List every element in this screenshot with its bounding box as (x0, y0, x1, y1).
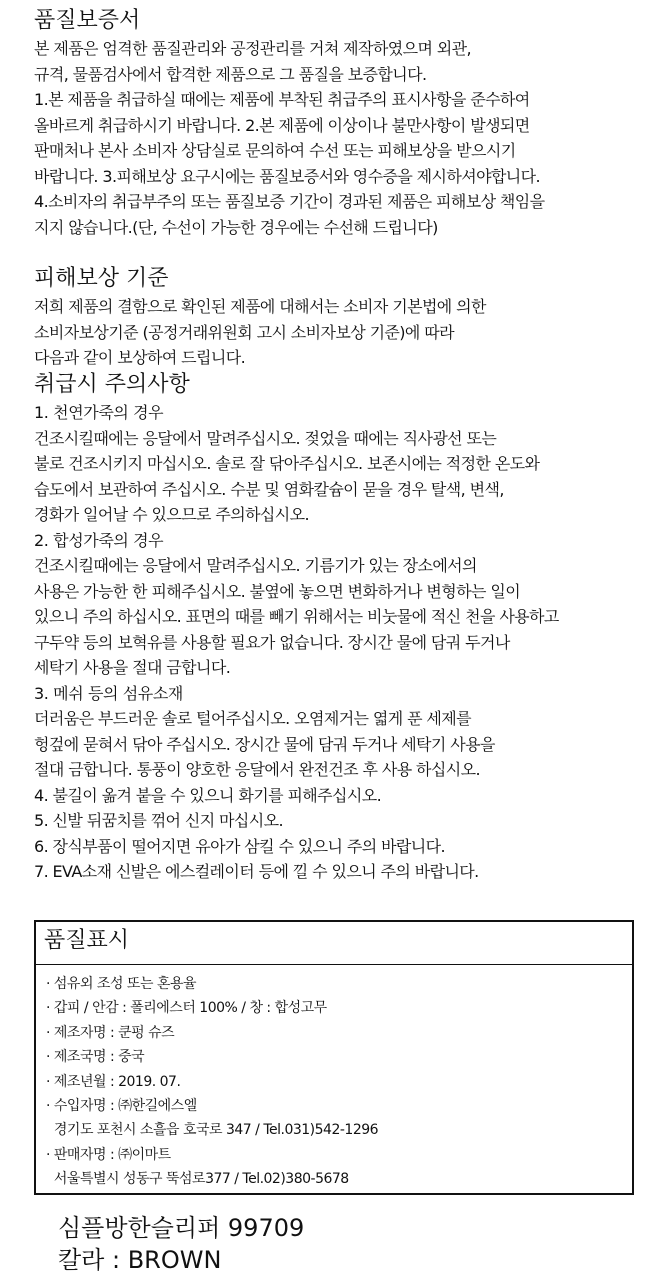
care-line: 절대 금합니다. 통풍이 양호한 응달에서 완전건조 후 사용 하십시오. (34, 760, 480, 779)
warranty-title: 품질보증서 (34, 8, 141, 33)
quality-label-title: 품질표시 (44, 928, 130, 953)
care-line: 5. 신발 뒤꿈치를 꺾어 신지 마십시오. (34, 811, 283, 830)
compensation-line: 저희 제품의 결함으로 확인된 제품에 대해서는 소비자 기본법에 의한 (34, 297, 486, 316)
care-line: 건조시킬때에는 응달에서 말려주십시오. 기름기가 있는 장소에서의 (34, 556, 477, 575)
product-color: 칼라 : BROWN (58, 1246, 222, 1274)
care-subtitle-leather: 1. 천연가죽의 경우 (34, 403, 164, 422)
quality-label-item: 경기도 포천시 소흘읍 호국로 347 / Tel.031)542-1296 (46, 1122, 379, 1139)
quality-label-item: · 제조국명 : 중국 (46, 1049, 145, 1066)
quality-label-item: 서울특별시 성동구 뚝섬로377 / Tel.02)380-5678 (46, 1171, 349, 1188)
care-line: 불로 건조시키지 마십시오. 솔로 잘 닦아주십시오. 보존시에는 적정한 온도와 (34, 454, 540, 473)
quality-label-item: · 갑피 / 안감 : 폴리에스터 100% / 창 : 합성고무 (46, 1000, 327, 1017)
care-line: 7. EVA소재 신발은 에스컬레이터 등에 낄 수 있으니 주의 바랍니다. (34, 862, 479, 881)
care-line: 건조시킬때에는 응달에서 말려주십시오. 젖었을 때에는 직사광선 또는 (34, 428, 497, 448)
warranty-line: 판매처나 본사 소비자 상담실로 문의하여 수선 또는 피해보상을 받으시기 (34, 141, 516, 160)
compensation-title: 피해보상 기준 (34, 266, 169, 291)
warranty-line: 지지 않습니다.(단, 수선이 가능한 경우에는 수선해 드립니다) (34, 217, 438, 237)
quality-label-box (34, 920, 634, 1195)
product-info (58, 1212, 304, 1276)
care-title: 취급시 주의사항 (34, 372, 190, 397)
warranty-line: 1.본 제품을 취급하실 때에는 제품에 부착된 취급주의 표시사항을 준수하여 (34, 90, 530, 109)
compensation-section (34, 264, 646, 371)
compensation-line: 소비자보상기준 (공정거래위원회 고시 소비자보상 기준)에 따라 (34, 322, 454, 342)
product-name: 심플방한슬리퍼 99709 (58, 1214, 305, 1242)
care-line: 경화가 일어날 수 있으므로 주의하십시오. (34, 505, 309, 524)
care-subtitle-synthetic: 2. 합성가죽의 경우 (34, 530, 164, 550)
care-line: 사용은 가능한 한 피해주십시오. 불옆에 놓으면 변화하거나 변형하는 일이 (34, 581, 521, 601)
quality-label-item: · 제조자명 : 쿤펑 슈즈 (46, 1024, 175, 1041)
warranty-line: 올바르게 취급하시기 바랍니다. 2.본 제품에 이상이나 불만사항이 발생되면 (34, 115, 530, 135)
care-line: 더러움은 부드러운 솔로 털어주십시오. 오염제거는 엷게 푼 세제를 (34, 709, 472, 728)
warranty-line: 본 제품은 엄격한 품질관리와 공정관리를 거쳐 제작하였으며 외관, (34, 39, 472, 58)
care-line: 있으니 주의 하십시오. 표면의 때를 빼기 위해서는 비눗물에 적신 천을 사용하고 (34, 607, 559, 626)
care-section (34, 370, 646, 885)
care-line: 세탁기 사용을 절대 금합니다. (34, 658, 231, 677)
care-line: 6. 장식부품이 떨어지면 유아가 삼킬 수 있으니 주의 바랍니다. (34, 836, 445, 856)
compensation-line: 다음과 같이 보상하여 드립니다. (34, 348, 246, 367)
quality-label-item: · 섬유외 조성 또는 혼용율 (46, 976, 196, 992)
care-line: 습도에서 보관하여 주십시오. 수분 및 염화칼슘이 묻을 경우 탈색, 변색, (34, 479, 504, 499)
care-line: 구두약 등의 보혁유를 사용할 필요가 없습니다. 장시간 물에 담궈 두거나 (34, 632, 510, 652)
warranty-section (34, 6, 646, 240)
care-line: 헝겊에 묻혀서 닦아 주십시오. 장시간 물에 담궈 두거나 세탁기 사용을 (34, 734, 495, 754)
warranty-line: 바랍니다. 3.피해보상 요구시에는 품질보증서와 영수증을 제시하셔야합니다. (34, 166, 541, 186)
quality-label-divider (36, 964, 632, 965)
quality-label-item: · 판매자명 : ㈜이마트 (46, 1146, 171, 1163)
quality-label-item: · 수입자명 : ㈜한길에스엘 (46, 1098, 197, 1115)
warranty-line: 규격, 물품검사에서 합격한 제품으로 그 품질을 보증합니다. (34, 64, 427, 84)
warranty-line: 4.소비자의 취급부주의 또는 품질보증 기간이 경과된 제품은 피해보상 책임을 (34, 192, 545, 211)
care-subtitle-fabric: 3. 메쉬 등의 섬유소재 (34, 683, 183, 703)
care-line: 4. 불길이 옮겨 붙을 수 있으니 화기를 피해주십시오. (34, 785, 382, 805)
quality-label-item: · 제조년월 : 2019. 07. (46, 1073, 181, 1090)
quality-label-list (46, 972, 626, 1192)
